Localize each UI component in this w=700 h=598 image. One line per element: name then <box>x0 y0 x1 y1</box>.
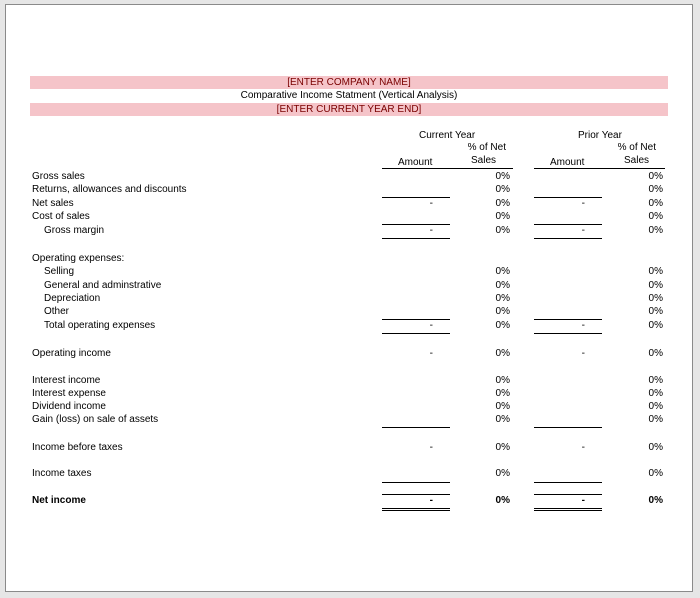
cy-amount: - <box>429 348 433 359</box>
cy-pct: 0% <box>495 266 510 277</box>
py-subtotal-rule <box>534 427 602 428</box>
row-label: Income before taxes <box>32 442 123 453</box>
cy-pct-header-line2: Sales <box>470 155 496 166</box>
company-name-band[interactable]: [ENTER COMPANY NAME] <box>30 76 668 89</box>
py-pct: 0% <box>648 442 663 453</box>
row-label: Operating income <box>32 348 111 359</box>
row-label: Total operating expenses <box>44 320 156 331</box>
py-double-rule-bottom <box>534 510 602 511</box>
cy-header-rule <box>382 168 513 169</box>
cy-pct: 0% <box>495 171 510 182</box>
py-amount: - <box>581 320 585 331</box>
cy-pct: 0% <box>495 401 510 412</box>
py-pct: 0% <box>648 401 663 412</box>
py-pct: 0% <box>648 280 663 291</box>
row-label: Gain (loss) on sale of assets <box>32 414 159 425</box>
year-end-band[interactable]: [ENTER CURRENT YEAR END] <box>30 103 668 116</box>
py-pct: 0% <box>648 293 663 304</box>
prior-year-header: Prior Year <box>578 130 622 141</box>
cy-amount-header: Amount <box>398 157 433 168</box>
income-statement-sheet <box>5 4 693 592</box>
py-pct: 0% <box>648 171 663 182</box>
cy-subtotal-rule-2 <box>382 494 450 495</box>
py-amount: - <box>581 442 585 453</box>
cy-subtotal-rule <box>382 482 450 483</box>
cy-pct: 0% <box>495 280 510 291</box>
py-pct-header-line1: % of Net <box>617 142 656 153</box>
cy-pct: 0% <box>495 388 510 399</box>
row-label: Cost of sales <box>32 211 90 222</box>
row-label: Dividend income <box>32 401 106 412</box>
cy-pct-header-line1: % of Net <box>467 142 506 153</box>
py-pct: 0% <box>648 348 663 359</box>
cy-subtotal-rule <box>382 319 450 320</box>
cy-amount: - <box>429 225 433 236</box>
py-pct: 0% <box>648 198 663 209</box>
cy-pct: 0% <box>495 468 510 479</box>
cy-pct: 0% <box>495 211 510 222</box>
cy-pct: 0% <box>495 306 510 317</box>
row-label: General and adminstrative <box>44 280 162 291</box>
py-pct: 0% <box>648 414 663 425</box>
cy-pct: 0% <box>495 414 510 425</box>
py-pct: 0% <box>648 468 663 479</box>
row-label: Returns, allowances and discounts <box>32 184 187 195</box>
row-label: Interest income <box>32 375 101 386</box>
cy-pct: 0% <box>495 225 510 236</box>
py-subtotal-rule <box>534 197 602 198</box>
cy-amount: - <box>429 198 433 209</box>
row-label: Depreciation <box>44 293 101 304</box>
py-header-rule <box>534 168 665 169</box>
row-label: Net income <box>32 495 86 506</box>
cy-pct: 0% <box>495 375 510 386</box>
py-pct-header-line2: Sales <box>623 155 649 166</box>
py-double-rule-top <box>534 508 602 509</box>
py-pct: 0% <box>648 320 663 331</box>
row-label: Other <box>44 306 70 317</box>
py-total-rule <box>534 333 602 334</box>
py-subtotal-rule <box>534 482 602 483</box>
cy-amount: - <box>429 442 433 453</box>
cy-subtotal-rule <box>382 427 450 428</box>
row-label: Gross sales <box>32 171 85 182</box>
py-pct: 0% <box>648 266 663 277</box>
cy-pct: 0% <box>495 495 510 506</box>
cy-double-rule-bottom <box>382 510 450 511</box>
py-pct: 0% <box>648 306 663 317</box>
py-pct: 0% <box>648 495 663 506</box>
py-amount: - <box>581 198 585 209</box>
py-pct: 0% <box>648 375 663 386</box>
py-amount: - <box>581 495 585 506</box>
row-label: Income taxes <box>32 468 92 479</box>
cy-total-rule <box>382 333 450 334</box>
cy-pct: 0% <box>495 198 510 209</box>
current-year-header: Current Year <box>419 130 476 141</box>
py-amount: - <box>581 348 585 359</box>
row-label: Interest expense <box>32 388 106 399</box>
py-subtotal-rule <box>534 224 602 225</box>
cy-double-rule-top <box>382 508 450 509</box>
cy-pct: 0% <box>495 184 510 195</box>
cy-pct: 0% <box>495 320 510 331</box>
py-subtotal-rule <box>534 319 602 320</box>
cy-total-rule <box>382 238 450 239</box>
section-label: Operating expenses: <box>32 253 125 264</box>
py-pct: 0% <box>648 211 663 222</box>
py-amount-header: Amount <box>550 157 585 168</box>
row-label: Net sales <box>32 198 74 209</box>
py-subtotal-rule-2 <box>534 494 602 495</box>
cy-subtotal-rule <box>382 197 450 198</box>
row-label: Gross margin <box>44 225 105 236</box>
py-pct: 0% <box>648 388 663 399</box>
cy-subtotal-rule <box>382 224 450 225</box>
statement-title: Comparative Income Statment (Vertical Analysis) <box>240 90 458 101</box>
cy-pct: 0% <box>495 442 510 453</box>
py-total-rule <box>534 238 602 239</box>
cy-amount: - <box>429 320 433 331</box>
py-pct: 0% <box>648 225 663 236</box>
py-amount: - <box>581 225 585 236</box>
cy-pct: 0% <box>495 348 510 359</box>
cy-pct: 0% <box>495 293 510 304</box>
row-label: Selling <box>44 266 75 277</box>
cy-amount: - <box>429 495 433 506</box>
py-pct: 0% <box>648 184 663 195</box>
